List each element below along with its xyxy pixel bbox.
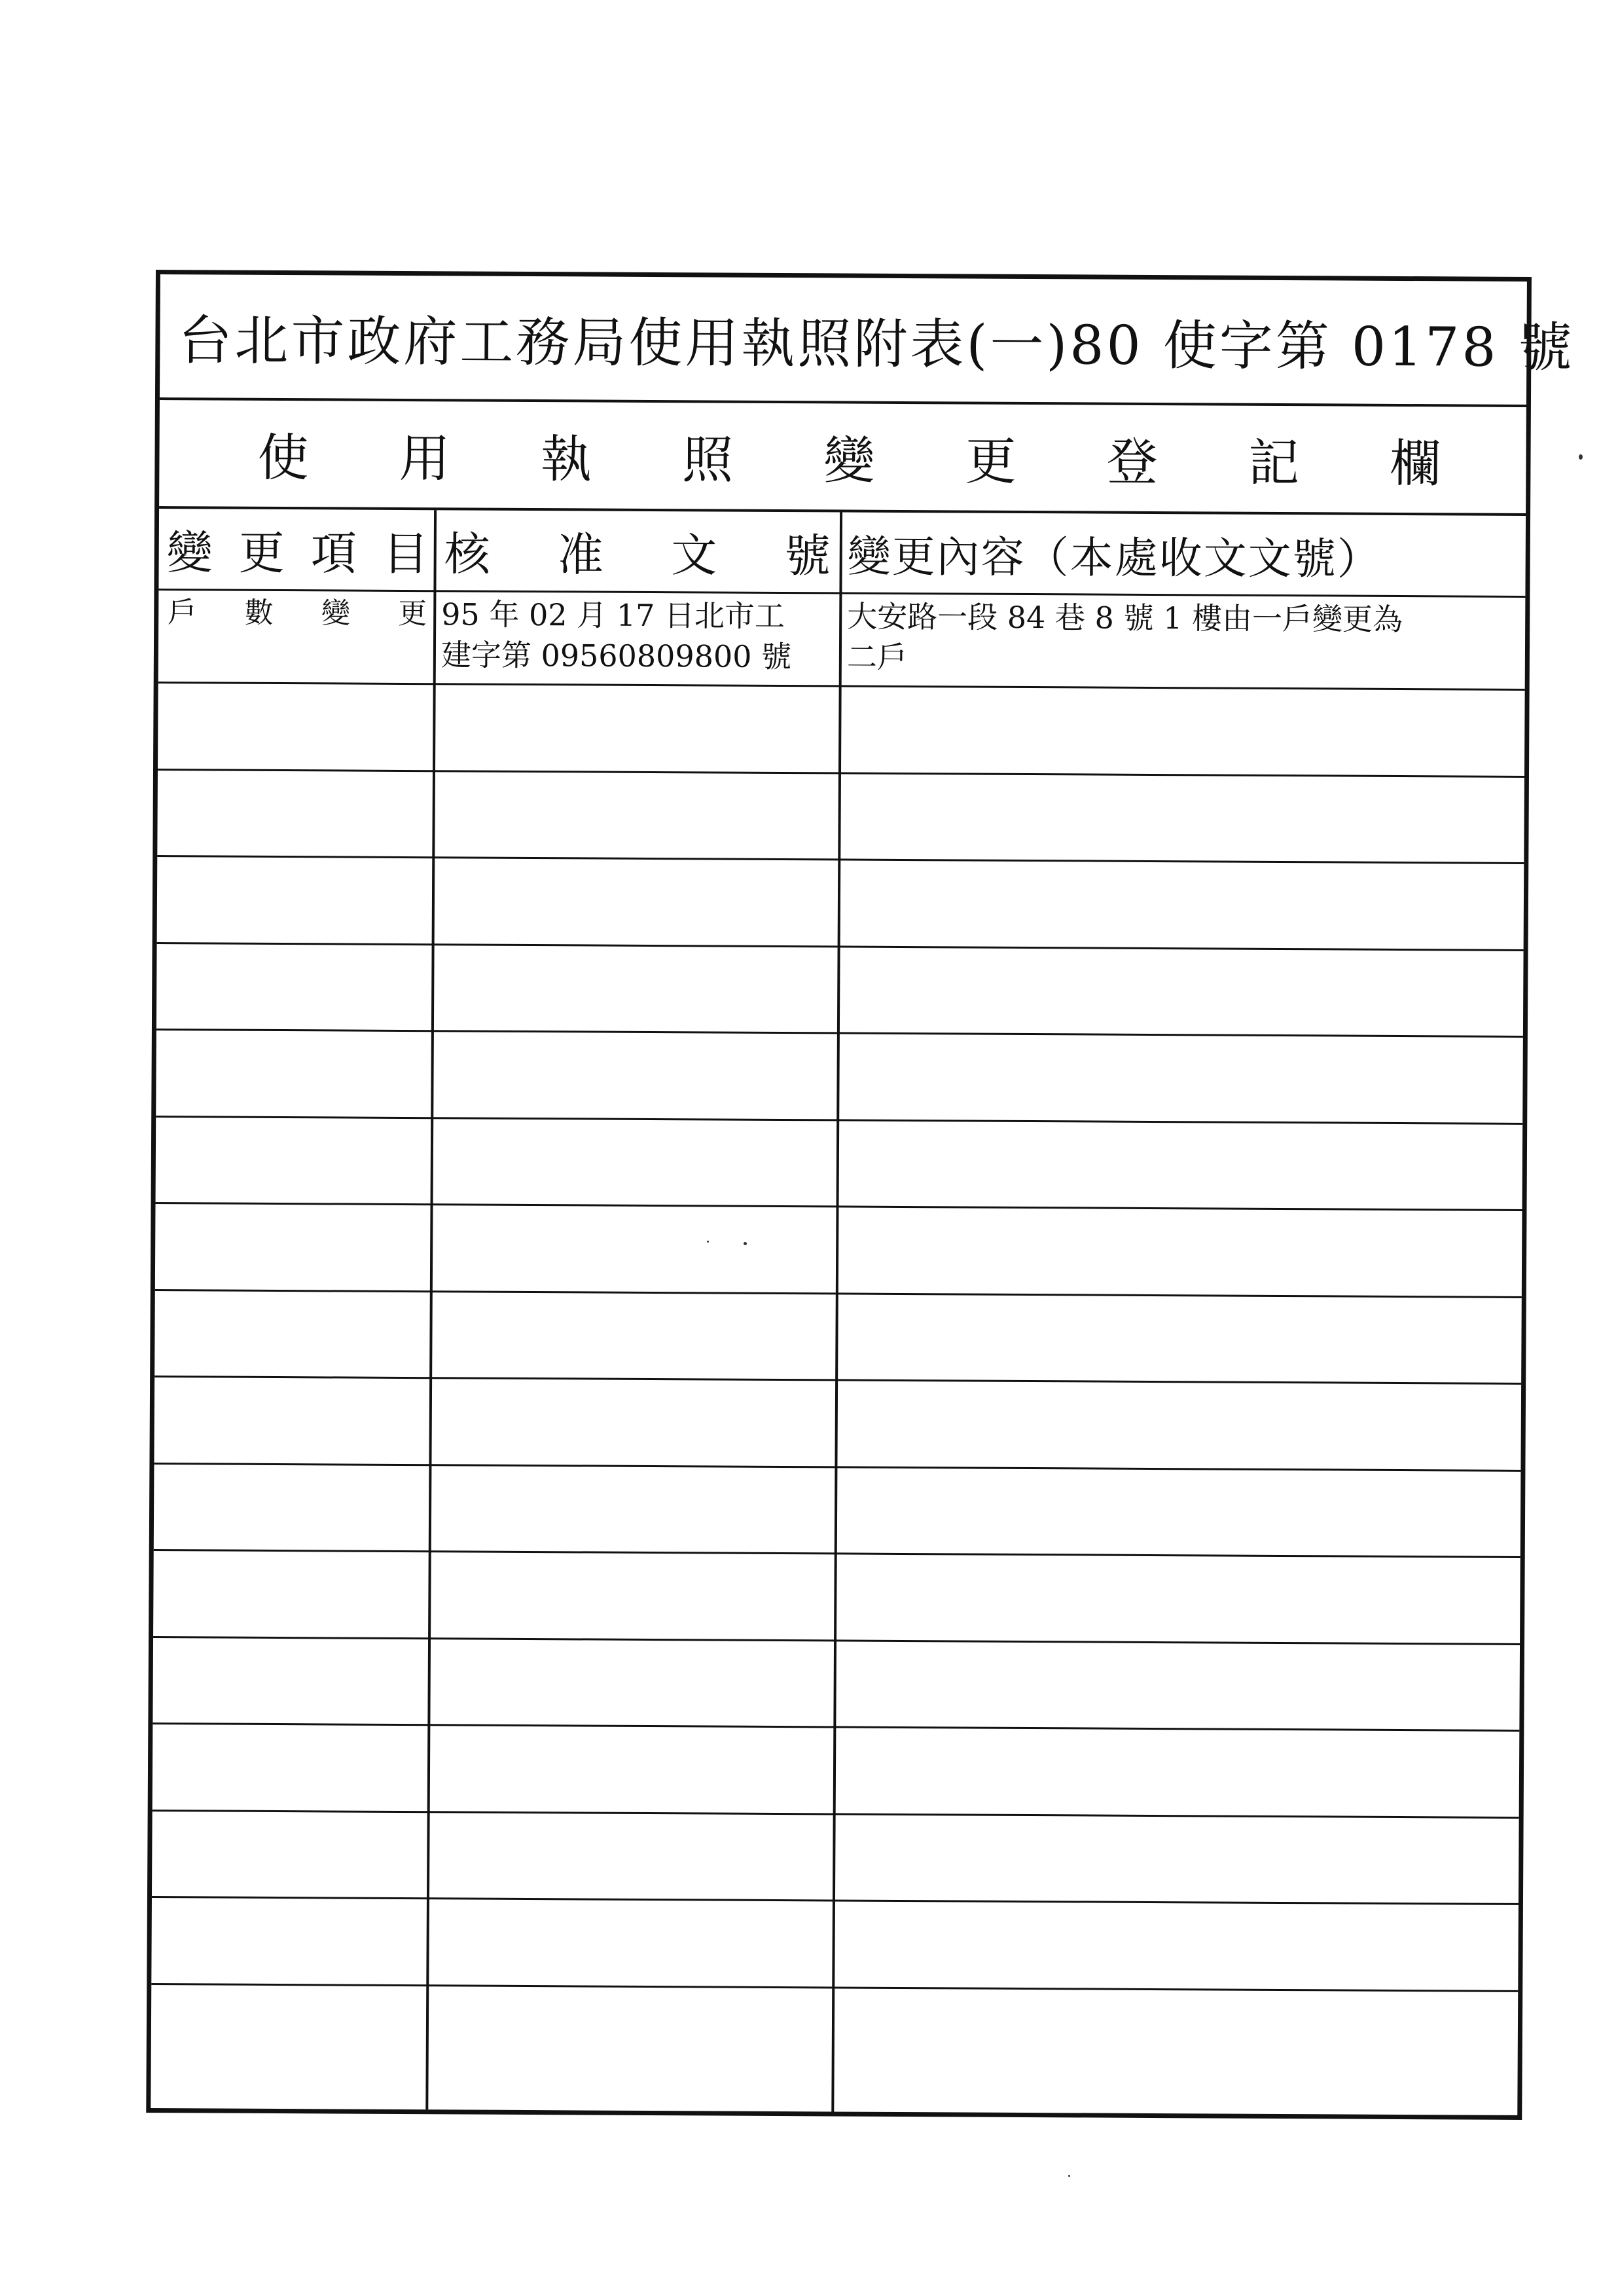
column-divider xyxy=(425,510,437,2109)
form-title-text: 台北市政府工務局使用執照附表(一)80 使字第 0178 號 xyxy=(178,309,1575,379)
scan-speck xyxy=(707,1241,709,1243)
header-char: 准 xyxy=(557,527,604,582)
approval-line: 建字第 09560809800 號 xyxy=(440,637,792,675)
license-attachment-form xyxy=(146,270,1575,2120)
section-heading-char: 更 xyxy=(965,432,1016,492)
row-approval-number xyxy=(441,594,837,677)
approval-line: 95 年 02 月 17 日北市工 xyxy=(441,596,785,634)
row-change-content xyxy=(847,596,1522,681)
header-char: 號 xyxy=(784,528,831,583)
scan-speck xyxy=(744,1242,747,1245)
section-heading-char: 記 xyxy=(1248,433,1300,494)
section-heading-char: 登 xyxy=(1106,433,1159,493)
cell-char: 更 xyxy=(398,596,427,631)
change-register-table xyxy=(151,509,1526,2115)
scan-speck xyxy=(1579,454,1583,460)
content-line: 二戶 xyxy=(846,639,908,676)
header-char: 項 xyxy=(310,526,357,581)
scan-speck xyxy=(1068,2175,1070,2177)
row-change-item xyxy=(168,592,427,634)
section-heading-char: 用 xyxy=(399,429,450,489)
header-change-content xyxy=(847,513,1522,596)
section-heading-char: 執 xyxy=(540,430,592,490)
cell-char: 變 xyxy=(321,596,351,630)
content-line: 大安路一段 84 巷 8 號 1 樓由一戶變更為 xyxy=(847,598,1403,637)
form-title xyxy=(160,274,1575,407)
column-divider xyxy=(831,512,842,2111)
header-char: 核 xyxy=(444,526,490,581)
header-change-item xyxy=(166,509,429,590)
section-heading xyxy=(159,400,1526,516)
header-char: 變 xyxy=(166,525,213,579)
header-char: 目 xyxy=(382,526,429,581)
header-char: 更 xyxy=(238,526,285,580)
section-heading-char: 使 xyxy=(257,428,309,488)
cell-char: 戶 xyxy=(168,596,197,630)
section-heading-char: 欄 xyxy=(1390,434,1441,494)
section-heading-char: 變 xyxy=(823,431,875,491)
header-approval-number xyxy=(444,510,835,592)
header-char: 文 xyxy=(671,528,717,582)
section-heading-char: 照 xyxy=(681,431,734,490)
header-text: 變更內容（本處收文文號） xyxy=(847,531,1382,585)
cell-char: 數 xyxy=(244,596,274,630)
